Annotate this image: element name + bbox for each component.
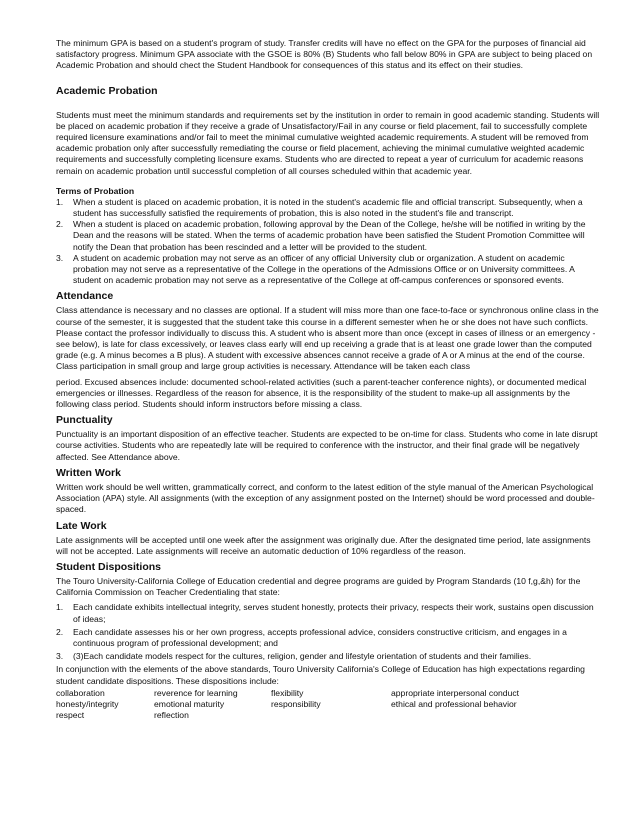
punctuality-body: Punctuality is an important disposition of an effective teacher. Students are expected to be on-time for class. Students who come in late disrupt course activities. Students who are repeatedly late will be required to conference with the instructor, and their final grade will be negatively affected. See Attendance above. bbox=[56, 429, 598, 462]
academic-probation-body: Students must meet the minimum standards and requirements set by the institution in order to remain in good academic standing. Students will be placed on academic probation if they receive a grade of Unsatisfactory/Fail in any course or field placement, fail to successfully complete required licensure examinations and/or fail to meet the minimal cumulative weighted academic requirements. A student will be removed from academic probation only after successfully remediating the course or field placement, achieving the minimal cumulative weighted academic requirements and successfully completing licensure exams. Students who are directed to repeat a year of curriculum for academic reasons remain on academic probation until successful completion of all courses scheduled within that academic year. bbox=[56, 109, 600, 176]
list-item: 3. (3)Each candidate models respect for the cultures, religion, gender and lifestyle orientation of students and their families. bbox=[56, 651, 532, 662]
dispositions-conclusion: In conjunction with the elements of the above standards, Touro University California's College of Education has high expectations regarding student candidate dispositions. These dispositions include: bbox=[56, 664, 585, 686]
punctuality-heading: Punctuality bbox=[56, 414, 113, 427]
disposition-item: emotional maturity bbox=[154, 698, 225, 709]
disposition-item: reflection bbox=[154, 710, 189, 721]
attendance-body-2: period. Excused absences include: documented school-related activities (such a parent-teacher conference nights), or documented medical emergencies or illnesses. Regardless of the reason for absence, it is the responsibility of the student to make-up all assignments by the following class period. Students should inform instructors before missing a class. bbox=[56, 376, 587, 410]
disposition-item bbox=[271, 710, 391, 721]
terms-of-probation-heading: Terms of Probation bbox=[56, 185, 135, 196]
attendance-body-1: Class attendance is necessary and no classes are optional. If a student will miss more than one face-to-face or synchronous online class in the course of the semester, it is suggested that the student take this course in a different semester when he or she does not have such conflicts. Please contact the professor individually to discuss this. A student who is absent more than once (except in cases of illness or an emergency - see below), is late for class excessively, or leaves class early will end up receiving a grade that is at least one grade lower than the computed grade (e.g. A minus becomes a B plus). A student with excessive absences cannot receive a grade of A or A minus at the end of the course. Class participation in small group and large group activities is necessary. Attendance will be taken each class bbox=[56, 305, 599, 372]
standards-list bbox=[56, 602, 602, 662]
disposition-item: honesty/integrity bbox=[56, 698, 119, 709]
list-item: 2. When a student is placed on academic probation, following approval by the Dean of the College, he/she will be notified in writing by the Dean and the reasons will be stated. When the terms of academic probation have been satisfied the Student Promotion Committee will notify the Dean that probation has been rescinded and a letter will be provided to the student. bbox=[56, 219, 586, 252]
disposition-item bbox=[391, 710, 602, 721]
student-dispositions-body: The Touro University-California College of Education credential and degree programs are guided by Program Standards (10 f,g,&h) for the California Commission on Teacher Credentialing that state: bbox=[56, 575, 581, 598]
document-page bbox=[56, 38, 602, 721]
terms-list bbox=[56, 197, 602, 287]
written-work-heading: Written Work bbox=[56, 466, 121, 479]
list-item: 1. Each candidate exhibits intellectual integrity, serves student honestly, protects their privacy, respects their work, sustains open discussion of ideas; bbox=[56, 602, 594, 624]
disposition-item: collaboration bbox=[56, 687, 105, 698]
academic-probation-heading: Academic Probation bbox=[56, 84, 158, 97]
late-work-heading: Late Work bbox=[56, 519, 107, 532]
list-item: 3. A student on academic probation may not serve as an officer of any official University club or organization. A student on academic probation may not serve as a representative of the College in the operations of the Admissions Office or on University committees. A student on academic probation may not serve as a representative of the College at off-campus conferences or sponsored events. bbox=[56, 252, 575, 286]
disposition-item: reverence for learning bbox=[154, 687, 238, 698]
attendance-heading: Attendance bbox=[56, 290, 114, 303]
disposition-item: respect bbox=[56, 710, 85, 721]
list-item: 2. Each candidate assesses his or her own progress, accepts professional advice, considers constructive criticism, and engages in a continuous program of professional development; and bbox=[56, 626, 567, 648]
student-dispositions-heading: Student Dispositions bbox=[56, 560, 161, 573]
disposition-item: flexibility bbox=[271, 687, 304, 698]
intro-paragraph: The minimum GPA is based on a student's program of study. Transfer credits will have no effect on the GPA for the purposes of financial aid satisfactory progress. Minimum GPA associate with the GSOE is 80% (B) Students who fall below 80% in GPA are subject to being placed on Academic Probation and should chect the Student Handbook for consequences of this status and its effect on their studies. bbox=[56, 38, 593, 71]
written-work-body: Written work should be well written, grammatically correct, and conform to the latest edition of the style manual of the American Psychological Association (APA) style. All assignments (with the exception of any assignment posted on the Internet) should be word processed and double-spaced. bbox=[56, 481, 595, 515]
disposition-item: appropriate interpersonal conduct bbox=[391, 687, 520, 698]
disposition-item: responsibility bbox=[271, 698, 321, 709]
dispositions-grid bbox=[56, 688, 602, 722]
list-item: 1. When a student is placed on academic probation, it is noted in the student's academic file and official transcript. Subsequently, when a student has successfully satisfied the requirements of probation, this is also noted in the student's file and transcript. bbox=[56, 196, 583, 219]
disposition-item: ethical and professional behavior bbox=[391, 698, 517, 709]
late-work-body: Late assignments will be accepted until one week after the assignment was originally due. After the designated time period, late assignments will not be accepted. Late assignments will receive an automatic deduction of 10% regardless of the reason. bbox=[56, 534, 591, 556]
